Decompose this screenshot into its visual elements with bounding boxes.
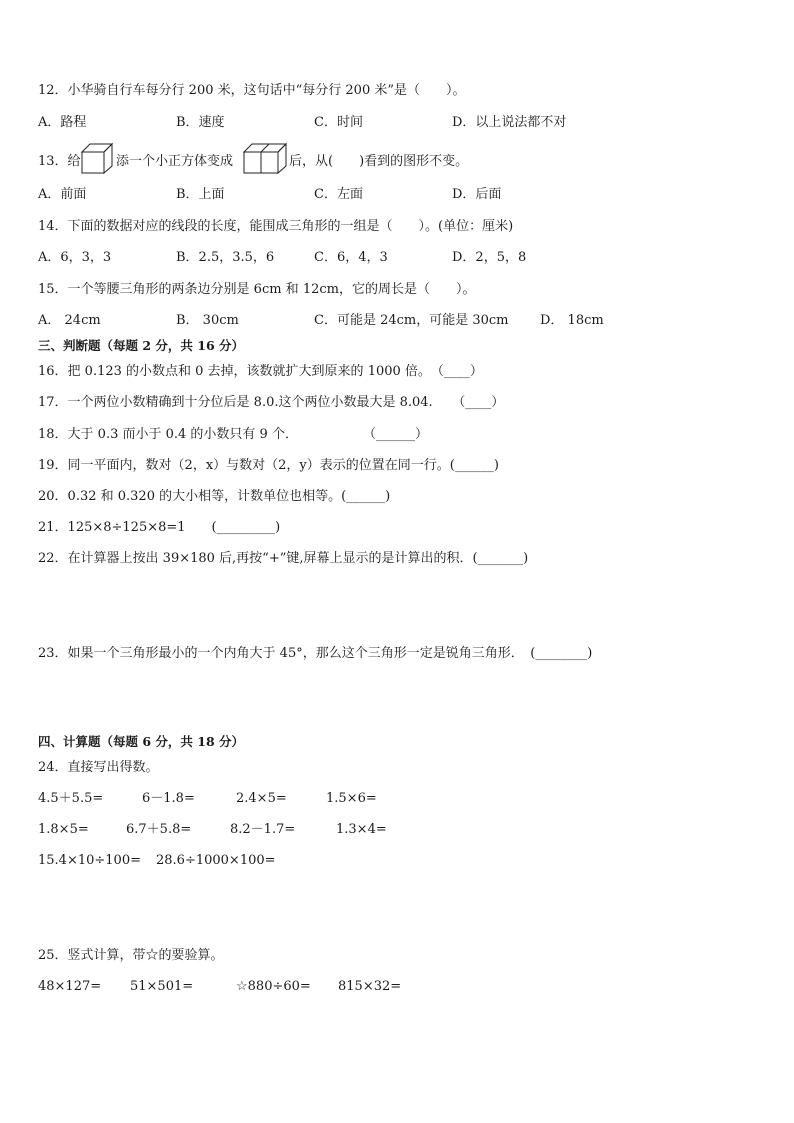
- option-c: C．6，4，3: [314, 250, 388, 265]
- question-23-text: 23．如果一个三角形最小的一个内角大于 45°，那么这个三角形一定是锐角三角形． (________): [38, 646, 593, 661]
- option-a: A．6，3，3: [38, 250, 112, 265]
- option-d: D．2，5，8: [452, 250, 527, 265]
- calc-item: 4.5＋5.5=: [38, 791, 104, 806]
- question-14-text: 14．下面的数据对应的线段的长度，能围成三角形的一组是（ ）。(单位：厘米): [38, 219, 514, 234]
- calc-item: 6.7＋5.8=: [126, 822, 192, 837]
- question-18-text: 18．大于 0.3 而小于 0.4 的小数只有 9 个． （______）: [38, 427, 428, 442]
- calc-item: 15.4×10÷100=: [38, 853, 141, 868]
- question-13-suffix: 后，从( )看到的图形不变。: [289, 154, 469, 169]
- question-12-text: 12．小华骑自行车每分行 200 米，这句话中“每分行 200 米”是（ ）。: [38, 83, 466, 98]
- calc-item: 1.3×4=: [336, 822, 387, 837]
- option-d: D．以上说法都不对: [452, 115, 567, 130]
- question-14-options: [38, 249, 778, 267]
- option-a: A．路程: [38, 115, 87, 130]
- option-b: B．2.5，3.5，6: [176, 250, 275, 265]
- option-a: A．前面: [38, 187, 87, 202]
- question-12-options: [38, 114, 778, 132]
- calc-item: 815×32=: [338, 979, 402, 994]
- question-16-text: 16．把 0.123 的小数点和 0 去掉，该数就扩大到原来的 1000 倍。 （____）: [38, 364, 483, 379]
- question-13-middle: 添一个小正方体变成: [116, 154, 234, 169]
- q24-row-2: [38, 821, 778, 839]
- calc-item: 28.6÷1000×100=: [156, 853, 276, 868]
- question-25-title: 25．竖式计算，带☆的要验算。: [38, 948, 224, 963]
- question-17-text: 17．一个两位小数精确到十分位后是 8.0.这个两位小数最大是 8.04. （____）: [38, 395, 505, 410]
- question-20-text: 20．0.32 和 0.320 的大小相等，计数单位也相等。(______): [38, 489, 391, 504]
- calc-item: 1.5×6=: [326, 791, 377, 806]
- q25-row-1: [38, 978, 778, 996]
- option-d: D． 18cm: [540, 313, 604, 328]
- question-15-text: 15．一个等腰三角形的两条边分别是 6cm 和 12cm，它的周长是（ ）。: [38, 282, 476, 297]
- section-4-heading: 四、计算题（每题 6 分，共 18 分）: [38, 734, 245, 749]
- question-13-options: [38, 186, 778, 204]
- calc-item: 1.8×5=: [38, 822, 89, 837]
- option-b: B．速度: [176, 115, 225, 130]
- calc-item: 51×501=: [130, 979, 194, 994]
- option-c: C．时间: [314, 115, 363, 130]
- calc-item: ☆880÷60=: [236, 979, 311, 994]
- single-cube-icon: [80, 140, 114, 174]
- section-3-heading: 三、判断题（每题 2 分，共 16 分）: [38, 338, 245, 353]
- calc-item: 48×127=: [38, 979, 102, 994]
- question-13-prefix: 13．给: [38, 154, 81, 169]
- option-d: D．后面: [452, 187, 502, 202]
- question-15-options: [38, 312, 778, 330]
- option-a: A． 24cm: [38, 313, 101, 328]
- question-21-text: 21．125×8÷125×8=1 (_________): [38, 520, 281, 535]
- question-24-title: 24．直接写出得数。: [38, 760, 159, 775]
- option-b: B． 30cm: [176, 313, 239, 328]
- question-22-text: 22．在计算器上按出 39×180 后,再按“+”键,屏幕上显示的是计算出的积．(_______): [38, 551, 529, 566]
- question-19-text: 19．同一平面内，数对（2，x）与数对（2，y）表示的位置在同一行。(______): [38, 458, 499, 473]
- q24-row-3: [38, 852, 778, 870]
- calc-item: 2.4×5=: [236, 791, 287, 806]
- calc-item: 8.2－1.7=: [230, 822, 296, 837]
- option-c: C．可能是 24cm，可能是 30cm: [314, 313, 509, 328]
- calc-item: 6－1.8=: [142, 791, 195, 806]
- two-cubes-icon: [242, 140, 288, 174]
- q24-row-1: [38, 790, 778, 808]
- option-c: C．左面: [314, 187, 363, 202]
- option-b: B．上面: [176, 187, 225, 202]
